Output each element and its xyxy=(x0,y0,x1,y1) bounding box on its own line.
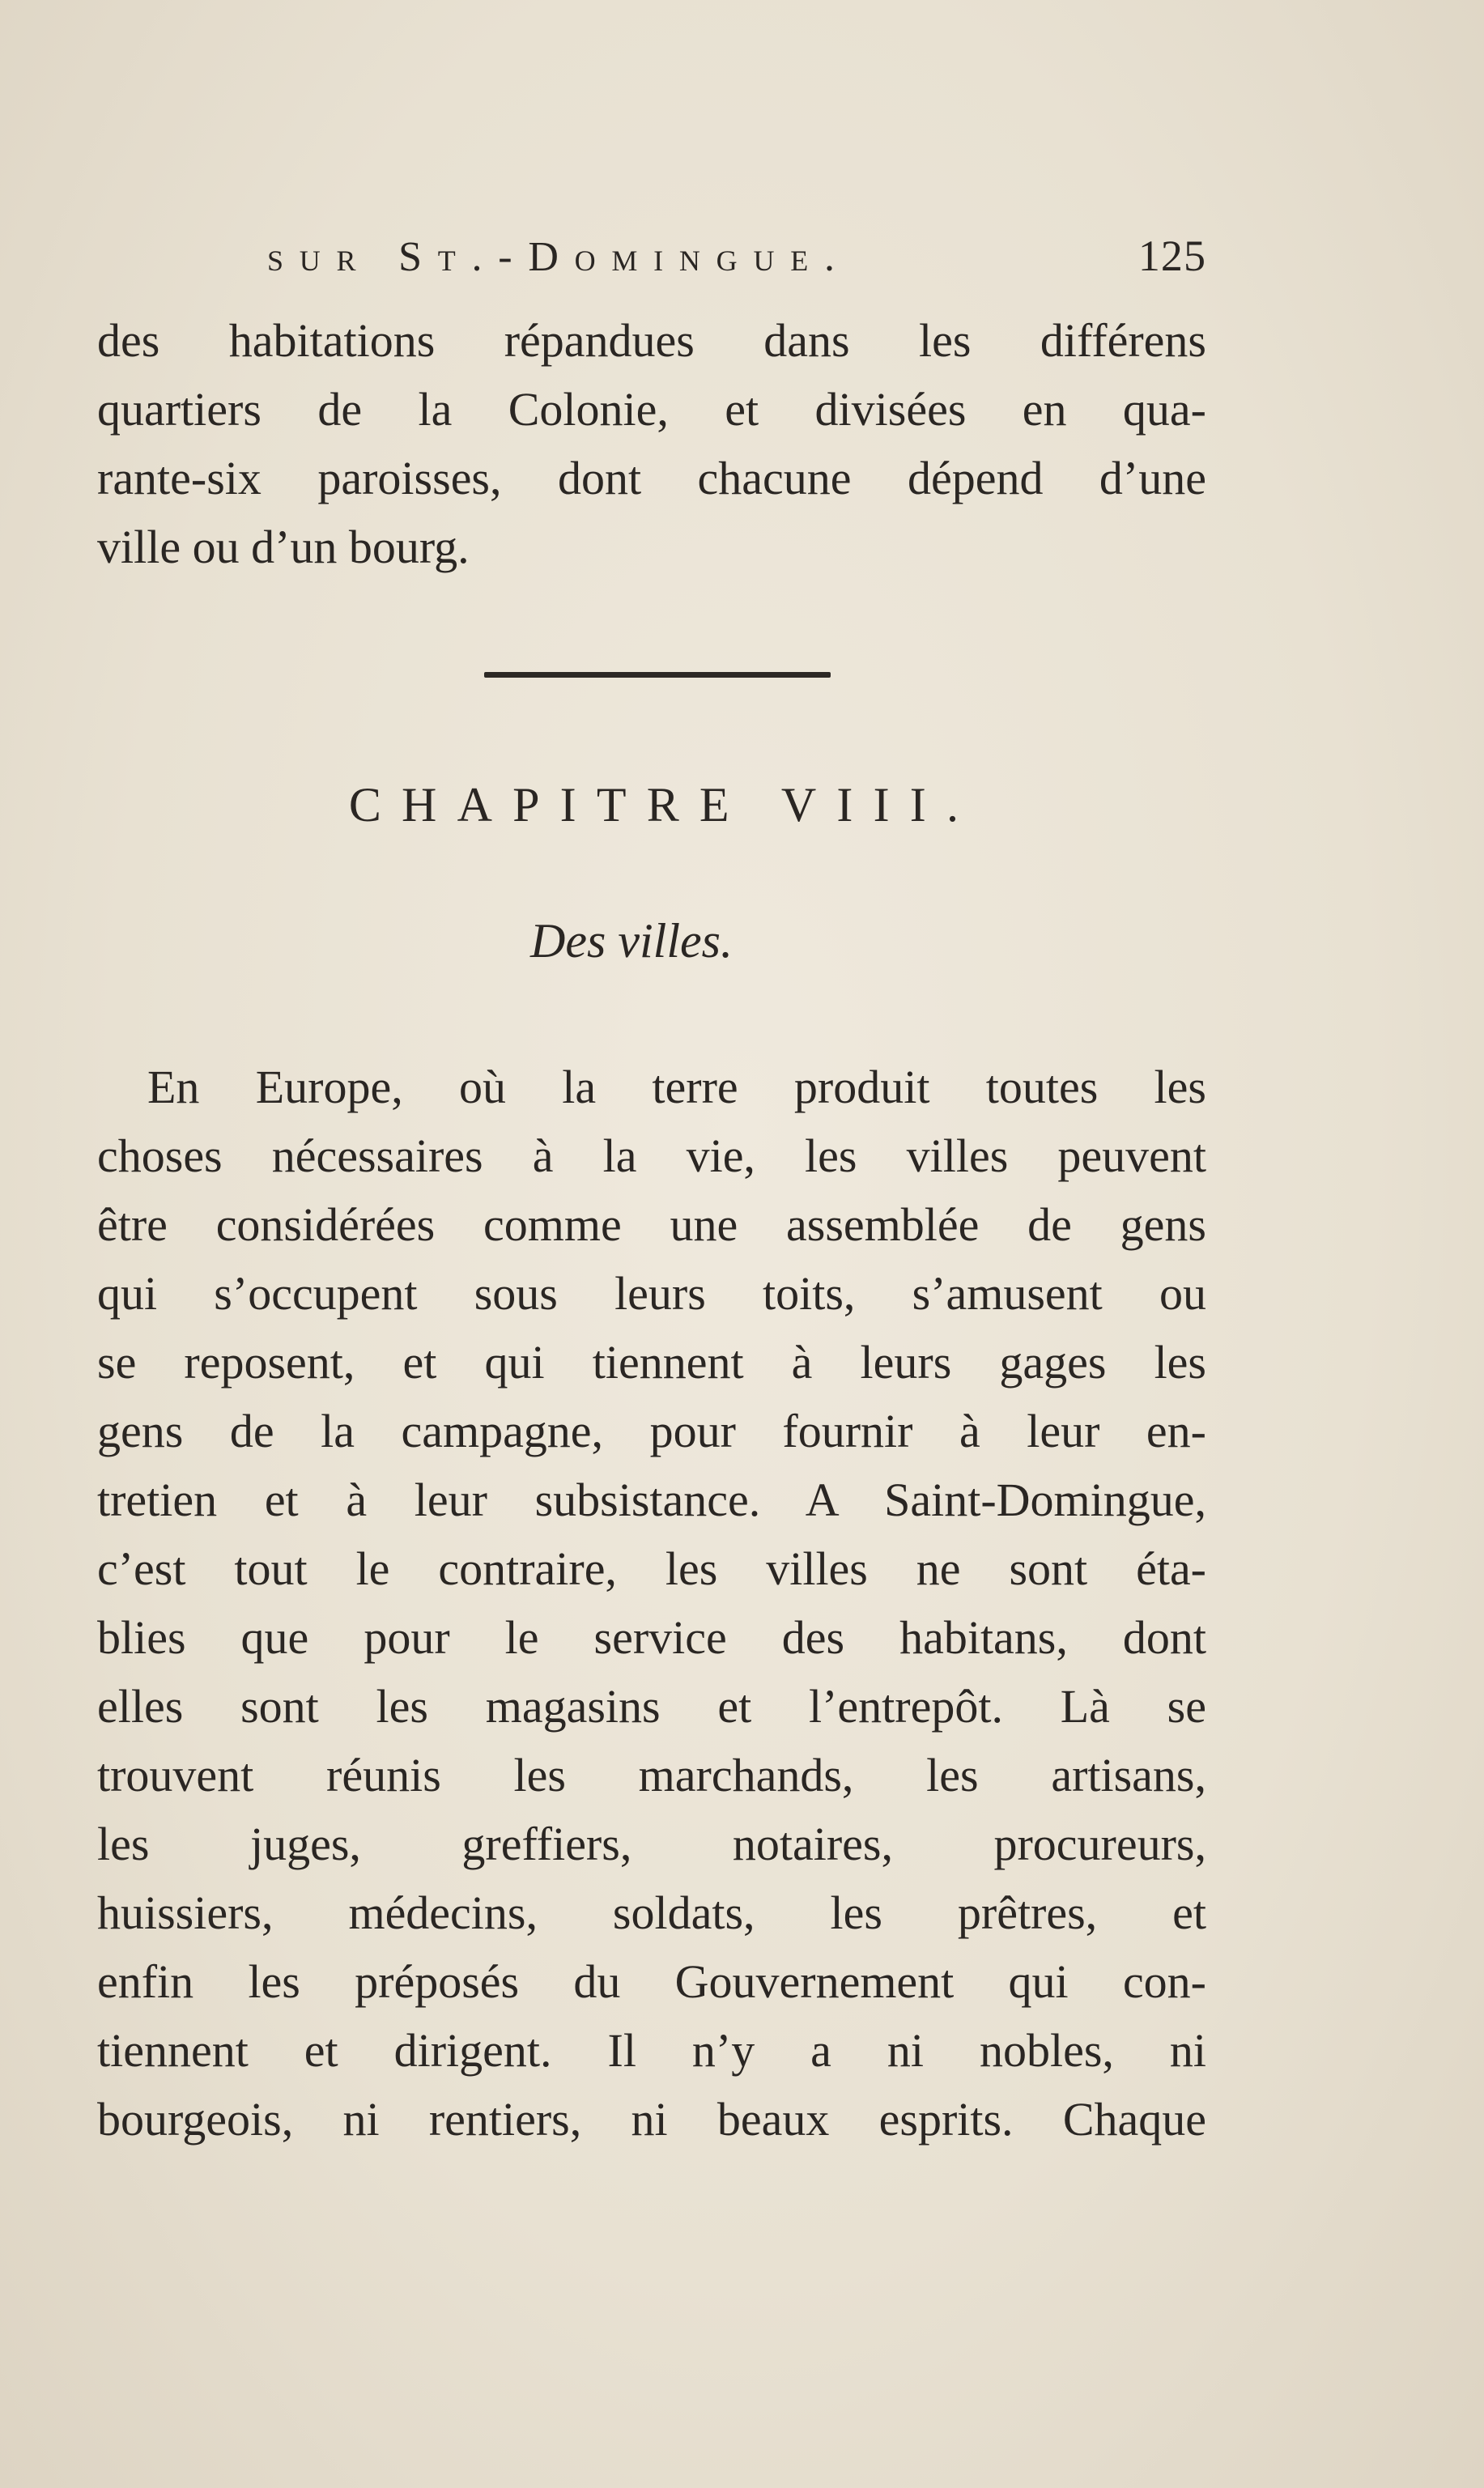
text-line: être considérées comme une assemblée de gens xyxy=(97,1198,1206,1251)
text-line: blies que pour le service des habitans, dont xyxy=(97,1611,1206,1664)
chapter-subtitle: Des villes. xyxy=(530,914,733,968)
text-line: quartiers de la Colonie, et divisées en qua- xyxy=(97,383,1206,436)
running-head: sur St.-Domingue. xyxy=(267,234,851,280)
chapter-title: CHAPITRE VIII. xyxy=(348,778,980,831)
text-line: tiennent et dirigent. Il n’y a ni nobles, ni xyxy=(97,2024,1206,2077)
page-header xyxy=(267,231,1206,281)
text-line: trouvent réunis les marchands, les artisans, xyxy=(97,1749,1206,1801)
text-line: huissiers, médecins, soldats, les prêtres, et xyxy=(97,1886,1206,1939)
text-line: qui s’occupent sous leurs toits, s’amusent ou xyxy=(97,1267,1206,1320)
text-line: se reposent, et qui tiennent à leurs gages les xyxy=(97,1336,1206,1389)
text-line: les juges, greffiers, notaires, procureurs, xyxy=(97,1818,1206,1870)
top-paragraph xyxy=(97,306,1206,581)
text-line: tretien et à leur subsistance. A Saint-Domingue, xyxy=(97,1474,1206,1526)
text-line: c’est tout le contraire, les villes ne sont éta- xyxy=(97,1542,1206,1595)
page-number: 125 xyxy=(1137,232,1206,280)
main-paragraph xyxy=(97,1053,1206,2154)
text-line: enfin les préposés du Gouvernement qui con- xyxy=(97,1955,1206,2008)
text-line: En Europe, où la terre produit toutes les xyxy=(147,1061,1206,1113)
text-line: ville ou d’un bourg. xyxy=(97,521,470,573)
text-line: choses nécessaires à la vie, les villes peuvent xyxy=(97,1129,1206,1182)
text-line: bourgeois, ni rentiers, ni beaux esprits. Chaque xyxy=(97,2093,1206,2146)
section-divider-rule xyxy=(484,672,831,678)
text-line: des habitations répandues dans les différens xyxy=(97,314,1206,367)
text-line: rante-six paroisses, dont chacune dépend d’une xyxy=(97,452,1206,504)
text-line: elles sont les magasins et l’entrepôt. Là se xyxy=(97,1680,1206,1733)
text-line: gens de la campagne, pour fournir à leur en- xyxy=(97,1405,1206,1457)
